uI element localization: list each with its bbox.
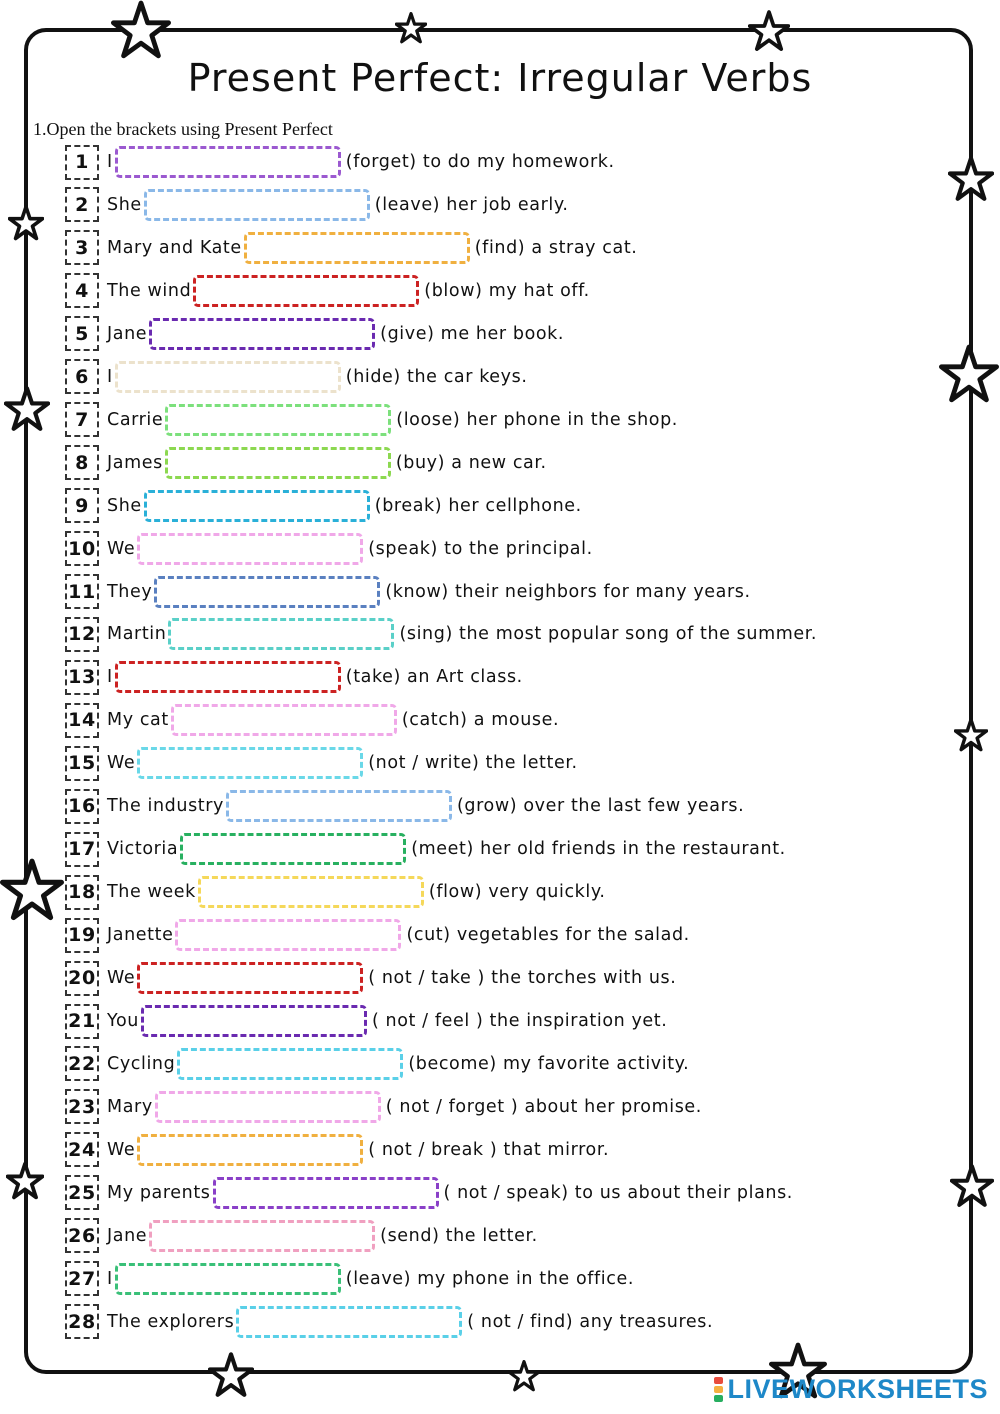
star-icon: [6, 1162, 44, 1200]
exercise-row: [65, 358, 528, 396]
answer-input[interactable]: [180, 833, 406, 865]
item-number: 21: [65, 1004, 99, 1039]
sentence-subject: Jane: [107, 1225, 148, 1246]
item-number: 15: [65, 746, 99, 781]
answer-input[interactable]: [137, 962, 363, 994]
star-icon: [395, 12, 427, 44]
item-number: 8: [65, 445, 99, 480]
sentence-rest: (sing) the most popular song of the summer.: [399, 624, 818, 645]
answer-input[interactable]: [165, 447, 391, 479]
sentence-rest: (speak) to the principal.: [368, 538, 593, 559]
item-number: 16: [65, 789, 99, 824]
exercise-row: [65, 1260, 634, 1298]
exercise-row: [65, 401, 678, 439]
answer-input[interactable]: [177, 1048, 403, 1080]
answer-input[interactable]: [171, 704, 397, 736]
sentence-rest: (catch) a mouse.: [401, 710, 560, 731]
sentence-subject: Carrie: [107, 409, 164, 430]
answer-input[interactable]: [198, 876, 424, 908]
answer-input[interactable]: [115, 146, 341, 178]
answer-input[interactable]: [137, 747, 363, 779]
answer-input[interactable]: [213, 1177, 439, 1209]
exercise-row: [65, 272, 590, 310]
sentence-rest: (know) their neighbors for many years.: [385, 581, 751, 602]
star-icon: [938, 344, 1000, 404]
sentence-subject: My cat: [107, 710, 169, 731]
sentence-subject: Victoria: [107, 839, 179, 860]
item-number: 7: [65, 402, 99, 437]
liveworksheets-logo: [714, 1374, 988, 1404]
exercise-row: [65, 530, 593, 568]
item-number: 4: [65, 273, 99, 308]
item-number: 19: [65, 918, 99, 953]
exercise-row: [65, 186, 569, 224]
item-number: 26: [65, 1218, 99, 1253]
item-number: 14: [65, 703, 99, 738]
star-icon: [4, 386, 50, 432]
sentence-subject: The wind: [107, 280, 192, 301]
exercise-row: [65, 916, 690, 954]
sentence-subject: Janette: [107, 925, 174, 946]
sentence-rest: (cut) vegetables for the salad.: [406, 925, 690, 946]
sentence-rest: ( not / feel ) the inspiration yet.: [371, 1011, 668, 1031]
sentence-rest: (hide) the car keys.: [345, 366, 528, 387]
answer-input[interactable]: [154, 576, 380, 608]
item-number: 6: [65, 359, 99, 394]
sentence-rest: ( not / take ) the torches with us.: [368, 968, 677, 989]
sentence-rest: (take) an Art class.: [345, 667, 523, 688]
exercise-row: [65, 1303, 713, 1341]
exercise-row: [65, 487, 582, 525]
sentence-rest: (break) her cellphone.: [374, 495, 582, 516]
answer-input[interactable]: [115, 661, 341, 693]
exercise-row: [65, 873, 606, 911]
item-number: 2: [65, 187, 99, 222]
page-title: Present Perfect: Irregular Verbs: [187, 56, 813, 100]
sentence-rest: (give) me her book.: [380, 323, 565, 344]
item-number: 13: [65, 660, 99, 695]
sentence-rest: ( not / forget ) about her promise.: [385, 1096, 702, 1117]
item-number: 1: [65, 145, 99, 180]
star-icon: [954, 718, 988, 752]
sentence-subject: We: [107, 753, 136, 774]
sentence-rest: (buy) a new car.: [395, 452, 547, 473]
sentence-subject: James: [107, 452, 163, 473]
sentence-rest: (grow) over the last few years.: [457, 796, 745, 817]
sentence-rest: (leave) her job early.: [374, 194, 569, 215]
sentence-rest: (blow) my hat off.: [424, 280, 590, 301]
star-icon: [8, 205, 44, 241]
logo-mark-icon: [714, 1376, 723, 1403]
exercise-row: [65, 1088, 702, 1126]
item-number: 9: [65, 488, 99, 523]
answer-input[interactable]: [144, 490, 370, 522]
sentence-rest: (not / write) the letter.: [368, 753, 578, 774]
exercise-row: [65, 1045, 689, 1083]
star-icon: [0, 858, 64, 922]
item-number: 20: [65, 961, 99, 996]
sentence-subject: Martin: [107, 624, 167, 645]
sentence-rest: ( not / speak) to us about their plans.: [443, 1182, 793, 1203]
exercise-row: [65, 1131, 609, 1169]
answer-input[interactable]: [141, 1005, 367, 1037]
instruction-text: 1.Open the brackets using Present Perfect: [33, 119, 333, 139]
star-icon: [748, 10, 790, 52]
sentence-subject: She: [107, 194, 142, 215]
answer-input[interactable]: [149, 1220, 375, 1252]
star-icon: [110, 0, 172, 60]
sentence-subject: We: [107, 1139, 136, 1160]
sentence-subject: I: [107, 667, 113, 688]
exercise-row: [65, 444, 547, 482]
star-icon: [948, 156, 994, 202]
answer-input[interactable]: [144, 189, 370, 221]
sentence-subject: We: [107, 538, 136, 559]
sentence-rest: (leave) my phone in the office.: [345, 1268, 634, 1289]
answer-input[interactable]: [149, 318, 375, 350]
sentence-rest: ( not / break ) that mirror.: [368, 1139, 610, 1160]
sentence-subject: The industry: [107, 796, 224, 817]
sentence-subject: Mary: [107, 1096, 153, 1117]
sentence-rest: (forget) to do my homework.: [345, 152, 615, 172]
logo-text: LIVEWORKSHEETS: [727, 1373, 988, 1404]
star-icon: [950, 1164, 994, 1208]
sentence-subject: You: [107, 1011, 139, 1031]
exercise-row: [65, 959, 676, 997]
item-number: 3: [65, 230, 99, 265]
answer-input[interactable]: [236, 1306, 462, 1338]
sentence-subject: I: [107, 152, 113, 172]
exercise-row: [65, 573, 751, 611]
exercise-row: [65, 1217, 538, 1255]
answer-input[interactable]: [244, 232, 470, 264]
sentence-subject: Cycling: [107, 1053, 176, 1074]
sentence-subject: I: [107, 1268, 113, 1289]
sentence-subject: My parents: [107, 1182, 211, 1203]
item-number: 27: [65, 1261, 99, 1296]
exercise-row: [65, 1002, 667, 1040]
star-icon: [508, 1360, 540, 1392]
answer-input[interactable]: [137, 533, 363, 565]
answer-input[interactable]: [115, 361, 341, 393]
item-number: 24: [65, 1132, 99, 1167]
answer-input[interactable]: [165, 404, 391, 436]
exercise-row: [65, 658, 523, 696]
sentence-subject: We: [107, 968, 136, 989]
sentence-subject: The explorers: [107, 1311, 235, 1332]
exercise-row: [65, 830, 786, 868]
sentence-rest: (loose) her phone in the shop.: [396, 409, 678, 430]
answer-input[interactable]: [226, 790, 452, 822]
exercise-row: [65, 701, 559, 739]
item-number: 10: [65, 531, 99, 566]
exercise-row: [65, 1174, 793, 1212]
answer-input[interactable]: [137, 1134, 363, 1166]
sentence-subject: I: [107, 366, 113, 387]
sentence-subject: Mary and Kate: [107, 237, 242, 258]
sentence-rest: (send) the letter.: [380, 1225, 538, 1246]
item-number: 22: [65, 1046, 99, 1081]
sentence-rest: ( not / find) any treasures.: [467, 1311, 714, 1332]
answer-input[interactable]: [175, 919, 401, 951]
answer-input[interactable]: [115, 1263, 341, 1295]
item-number: 28: [65, 1304, 99, 1339]
item-number: 23: [65, 1089, 99, 1124]
answer-input[interactable]: [168, 618, 394, 650]
item-number: 5: [65, 316, 99, 351]
item-number: 25: [65, 1175, 99, 1210]
answer-input[interactable]: [155, 1091, 381, 1123]
sentence-subject: She: [107, 495, 142, 516]
sentence-subject: Jane: [107, 323, 148, 344]
sentence-rest: (find) a stray cat.: [474, 237, 638, 258]
exercise-row: [65, 315, 564, 353]
item-number: 12: [65, 617, 99, 652]
star-icon: [208, 1352, 254, 1398]
sentence-rest: (flow) very quickly.: [428, 882, 606, 903]
sentence-subject: They: [107, 581, 153, 602]
exercise-row: [65, 787, 744, 825]
exercise-row: [65, 615, 817, 653]
exercise-row: [65, 229, 637, 267]
item-number: 18: [65, 875, 99, 910]
sentence-subject: The week: [107, 882, 196, 903]
item-number: 11: [65, 574, 99, 609]
exercise-row: [65, 143, 615, 181]
sentence-rest: (become) my favorite activity.: [408, 1053, 690, 1074]
sentence-rest: (meet) her old friends in the restaurant.: [411, 839, 786, 860]
answer-input[interactable]: [193, 275, 419, 307]
item-number: 17: [65, 832, 99, 867]
exercise-row: [65, 744, 578, 782]
